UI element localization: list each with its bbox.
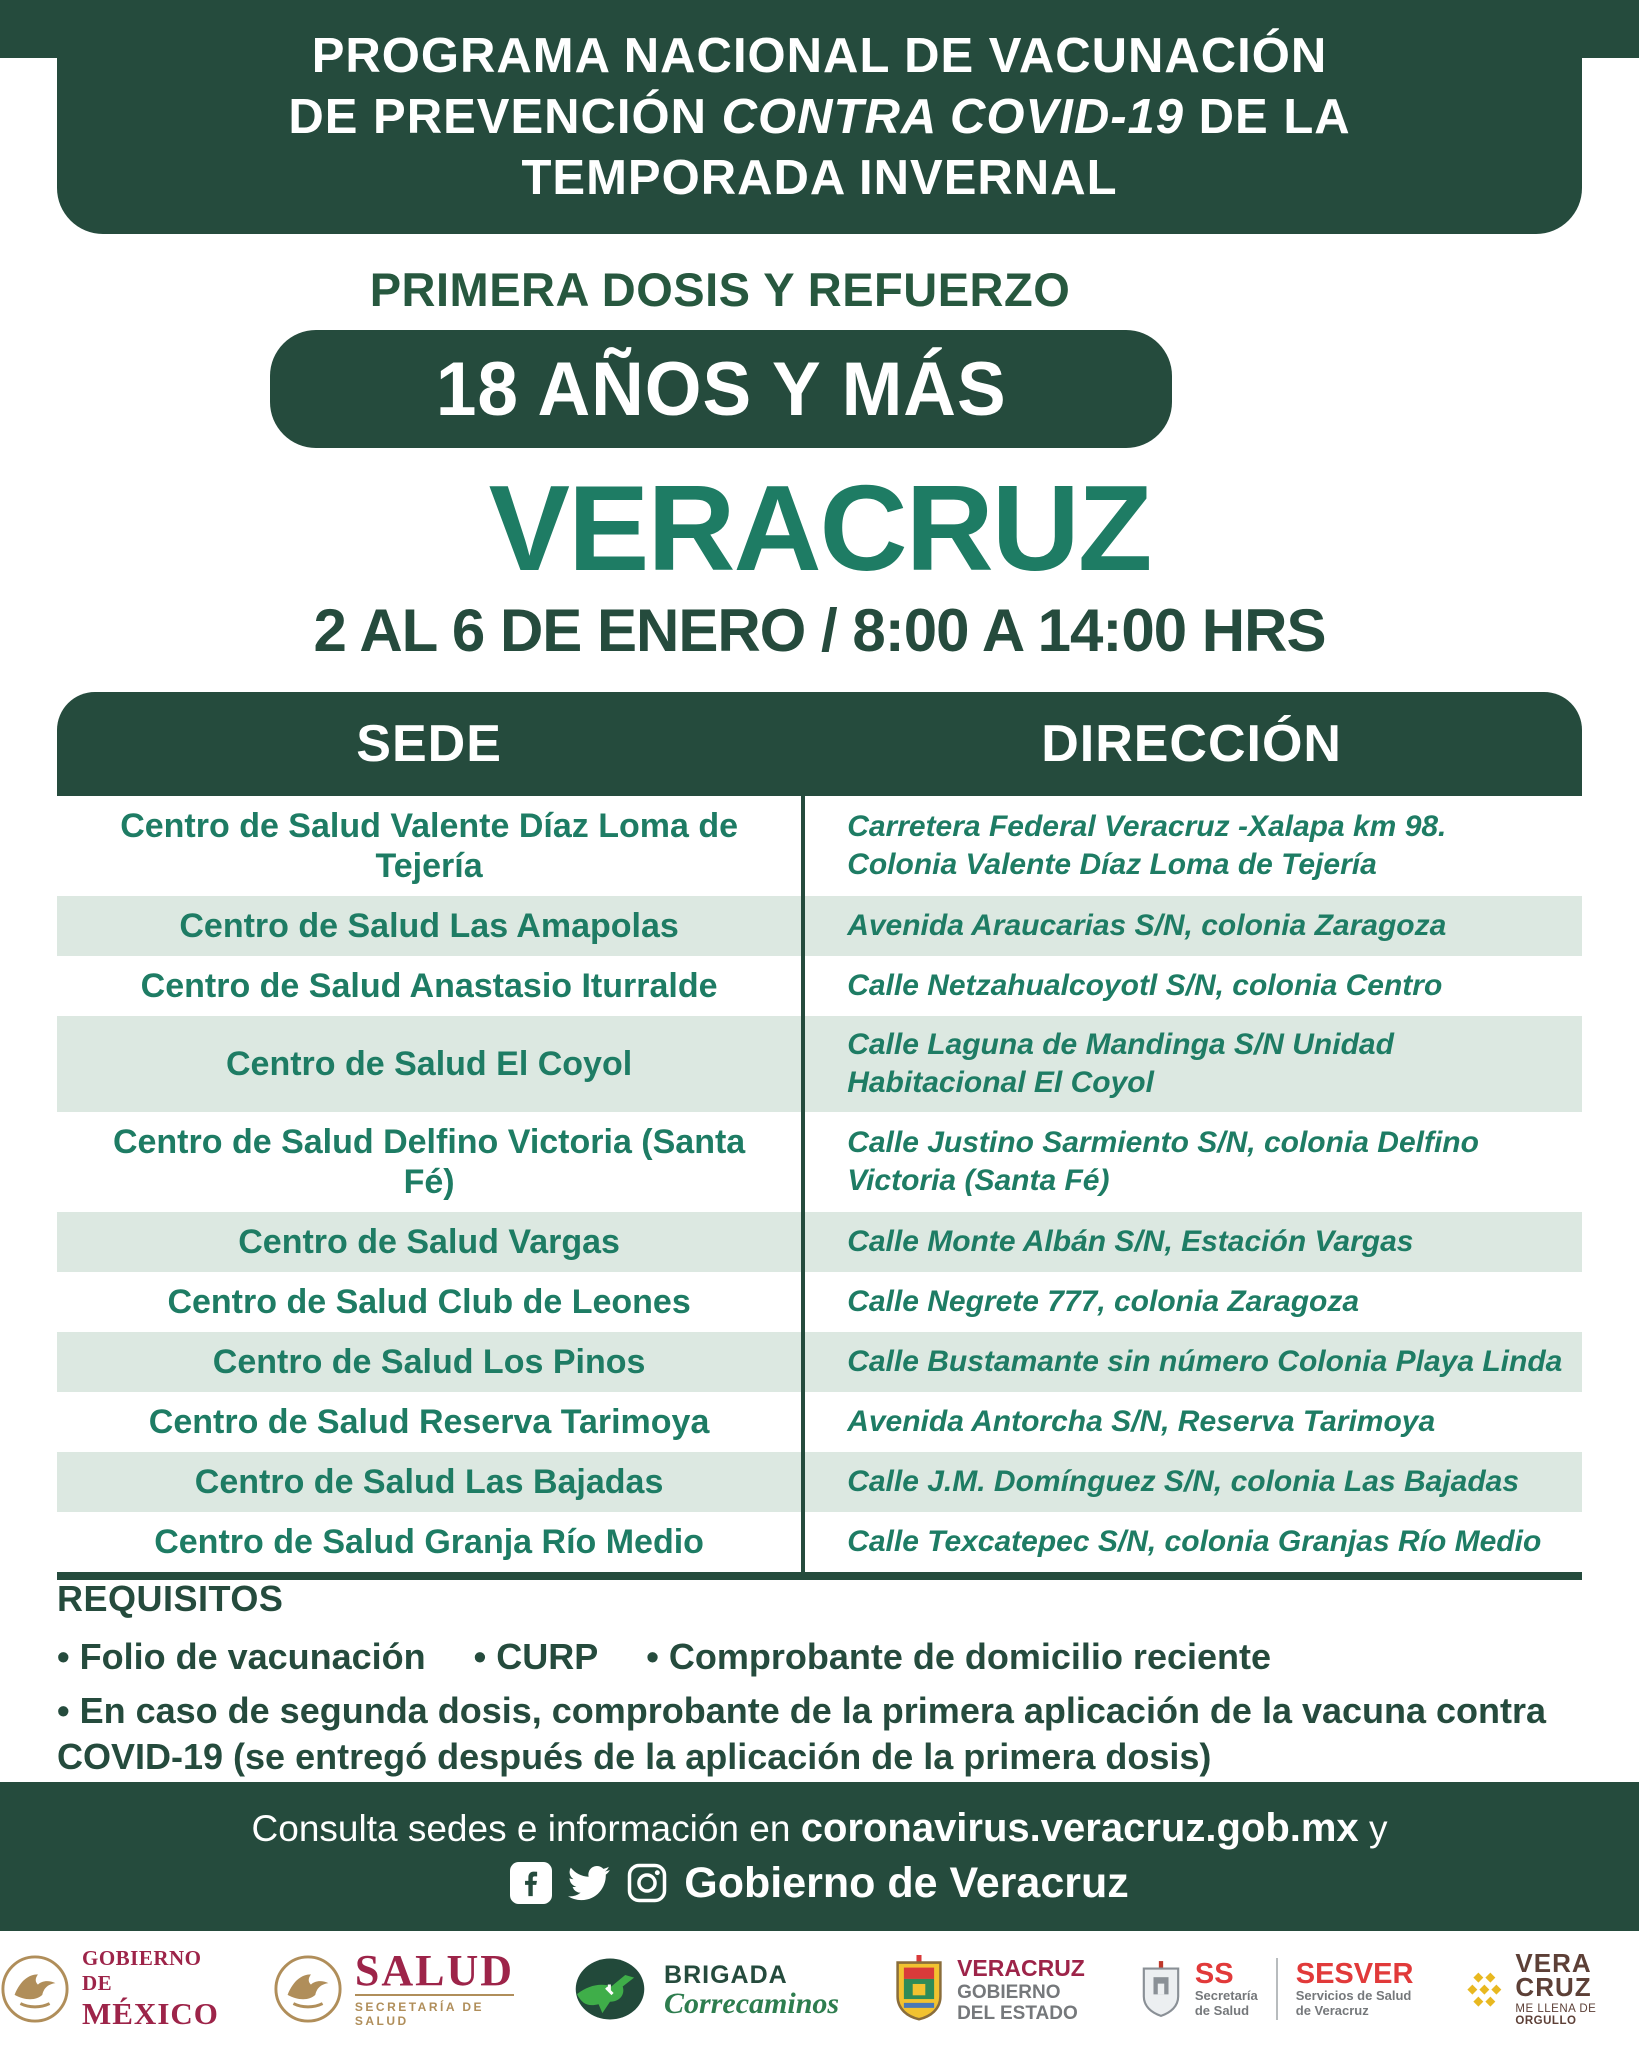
- sede-cell: Centro de Salud Valente Díaz Loma de Tejería: [120, 807, 738, 885]
- del-estado-line: DEL ESTADO: [957, 2002, 1078, 2024]
- gobierno-de-mexico-logo: [0, 1946, 219, 2032]
- program-title-line3: TEMPORADA INVERNAL: [521, 151, 1118, 205]
- twitter-icon[interactable]: [568, 1862, 610, 1904]
- requirement-item: • Comprobante de domicilio reciente: [646, 1636, 1272, 1677]
- program-title-line2-prefix: DE PREVENCIÓN: [288, 90, 722, 144]
- column-header-direccion: DIRECCIÓN: [1041, 715, 1342, 773]
- table-row: [57, 796, 1582, 896]
- sede-cell: Centro de Salud Las Bajadas: [194, 1463, 664, 1501]
- table-row: [57, 1212, 1582, 1272]
- salud-title: SALUD: [354, 1946, 515, 1995]
- cruz-line: CRUZ: [1515, 1972, 1592, 2002]
- salud-label: [354, 1946, 515, 2028]
- footer-social-label: Gobierno de Veracruz: [684, 1858, 1129, 1907]
- sede-cell: Centro de Salud Reserva Tarimoya: [148, 1403, 710, 1441]
- veracruz-gobierno-label: [957, 1955, 1085, 2024]
- program-title: [0, 26, 1639, 209]
- footer-consulta-suffix: y: [1358, 1807, 1388, 1849]
- ss-title: SS: [1194, 1958, 1234, 1990]
- diamond-pattern-icon: [1467, 1971, 1503, 2007]
- veracruz-gobierno-logo: [893, 1955, 1085, 2024]
- salud-logo: [273, 1946, 515, 2028]
- footer-social-line: [510, 1859, 1128, 1908]
- table-row: [57, 1016, 1582, 1112]
- footer-consulta-line: [252, 1806, 1388, 1851]
- sesver-label: [1296, 1960, 1414, 2018]
- table-row: [57, 1112, 1582, 1212]
- vera-line: VERA: [1515, 1948, 1592, 1978]
- table-row: [57, 896, 1582, 956]
- footer-consulta-prefix: Consulta sedes e información en: [251, 1807, 801, 1849]
- requirement-note: • En caso de segunda dosis, comprobante de la primera aplicación de la vacuna contra COVID-19 (se entregó después de la aplicación de la primera dosis): [57, 1690, 1547, 1777]
- gobierno-line: GOBIERNO: [957, 1981, 1061, 2003]
- sede-cell: Centro de Salud Anastasio Iturralde: [140, 967, 718, 1005]
- direccion-cell: Calle Bustamante sin número Colonia Playa Linda: [801, 1332, 1582, 1392]
- ss-sesver-logo: [1139, 1958, 1414, 2020]
- sede-cell: Centro de Salud Delfino Victoria (Santa Fé): [112, 1123, 746, 1201]
- table-header: [57, 692, 1582, 796]
- direccion-cell: Avenida Antorcha S/N, Reserva Tarimoya: [801, 1392, 1582, 1452]
- sede-cell: Centro de Salud Vargas: [238, 1223, 620, 1261]
- logo-divider: [1276, 1958, 1278, 2020]
- table-row: [57, 1452, 1582, 1512]
- ss-label: [1195, 1960, 1258, 2018]
- sede-cell: Centro de Salud Granja Río Medio: [154, 1523, 704, 1561]
- direccion-cell: Calle Monte Albán S/N, Estación Vargas: [801, 1212, 1582, 1272]
- sesver-sub1: Servicios de Salud: [1295, 1988, 1412, 2003]
- requirement-item: • CURP: [473, 1636, 599, 1677]
- direccion-cell: Calle Justino Sarmiento S/N, colonia Delfino Victoria (Santa Fé): [801, 1112, 1582, 1212]
- ss-sub1: Secretaría: [1194, 1988, 1258, 2003]
- brigada-label: [664, 1961, 839, 2018]
- sesver-sub2: de Veracruz: [1295, 2003, 1369, 2018]
- ss-sub2: de Salud: [1194, 2003, 1250, 2018]
- correcaminos-title: Correcaminos: [664, 1986, 840, 2020]
- direccion-cell: Calle Texcatepec S/N, colonia Granjas Río Medio: [801, 1512, 1582, 1572]
- program-title-covid: CONTRA COVID-19: [721, 90, 1185, 144]
- veracruz-orgullo-logo: [1467, 1948, 1639, 2027]
- tagline-bold: ORGULLO: [1515, 2015, 1577, 2027]
- brigada-correcaminos-logo: [568, 1956, 839, 2022]
- sesver-title: SESVER: [1295, 1958, 1414, 1990]
- sede-cell: Centro de Salud Las Amapolas: [179, 907, 679, 945]
- footer-url[interactable]: coronavirus.veracruz.gob.mx: [800, 1805, 1359, 1850]
- roadrunner-icon: [568, 1956, 652, 2022]
- mexico-eagle-seal-icon: [0, 1954, 70, 2024]
- dose-subtitle: PRIMERA DOSIS Y REFUERZO: [369, 263, 1071, 316]
- instagram-icon[interactable]: [626, 1862, 668, 1904]
- tagline-prefix: ME LLENA DE: [1515, 2003, 1597, 2015]
- footer-banner: [0, 1782, 1639, 1931]
- direccion-cell: Calle J.M. Domínguez S/N, colonia Las Bajadas: [801, 1452, 1582, 1512]
- requirements-items: [57, 1636, 1582, 1678]
- table-row: [57, 1512, 1582, 1572]
- direccion-cell: Calle Negrete 777, colonia Zaragoza: [801, 1272, 1582, 1332]
- brigada-title: BRIGADA: [664, 1960, 788, 1989]
- gobierno-de-line: GOBIERNO DE: [82, 1946, 202, 1995]
- veracruz-coat-of-arms-icon: [893, 1955, 945, 2023]
- age-banner: [270, 330, 1172, 448]
- salud-eagle-seal-icon: [273, 1954, 343, 2024]
- salud-subtitle: SECRETARÍA DE SALUD: [355, 1994, 514, 2028]
- locations-table: [57, 692, 1582, 1580]
- sede-cell: Centro de Salud Club de Leones: [167, 1283, 691, 1321]
- veracruz-estado-title: VERACRUZ: [957, 1954, 1085, 1981]
- requirements-section: [57, 1578, 1582, 1780]
- diamond-row: ◆◆: [1473, 1993, 1498, 2008]
- requirement-item: • Folio de vacunación: [57, 1636, 426, 1677]
- veracruz-orgullo-label: [1515, 1948, 1639, 2027]
- table-row: [57, 1272, 1582, 1332]
- column-header-sede: SEDE: [356, 715, 502, 773]
- direccion-cell: Calle Netzahualcoyotl S/N, colonia Centro: [801, 956, 1582, 1016]
- direccion-cell: Calle Laguna de Mandinga S/N Unidad Habitacional El Coyol: [801, 1016, 1582, 1112]
- diamond-row: ◆◆: [1473, 1969, 1498, 1984]
- sede-cell: Centro de Salud El Coyol: [226, 1045, 633, 1083]
- mexico-line: MÉXICO: [82, 1996, 219, 2031]
- table-row: [57, 1332, 1582, 1392]
- logo-strip: [0, 1930, 1639, 2048]
- program-title-line2-suffix: DE LA: [1184, 90, 1351, 144]
- direccion-cell: Avenida Araucarias S/N, colonia Zaragoza: [801, 896, 1582, 956]
- table-row: [57, 1392, 1582, 1452]
- city-title: VERACRUZ: [488, 460, 1151, 596]
- diamond-row: ◆◆◆: [1467, 1981, 1504, 1996]
- table-body: [57, 796, 1582, 1580]
- ss-shield-icon: [1139, 1960, 1183, 2018]
- program-title-line1: PROGRAMA NACIONAL DE VACUNACIÓN: [311, 29, 1328, 83]
- schedule-line: 2 AL 6 DE ENERO / 8:00 A 14:00 HRS: [313, 597, 1326, 664]
- table-row: [57, 956, 1582, 1016]
- facebook-icon[interactable]: [510, 1862, 552, 1904]
- gobierno-de-mexico-label: [82, 1946, 219, 2032]
- direccion-cell: Carretera Federal Veracruz -Xalapa km 98. Colonia Valente Díaz Loma de Tejería: [801, 796, 1582, 896]
- orgullo-tagline: [1515, 2003, 1639, 2027]
- program-title-line2: [0, 87, 1639, 148]
- age-banner-label: 18 AÑOS Y MÁS: [435, 346, 1007, 432]
- sede-cell: Centro de Salud Los Pinos: [212, 1343, 646, 1381]
- requirements-title: REQUISITOS: [57, 1578, 284, 1619]
